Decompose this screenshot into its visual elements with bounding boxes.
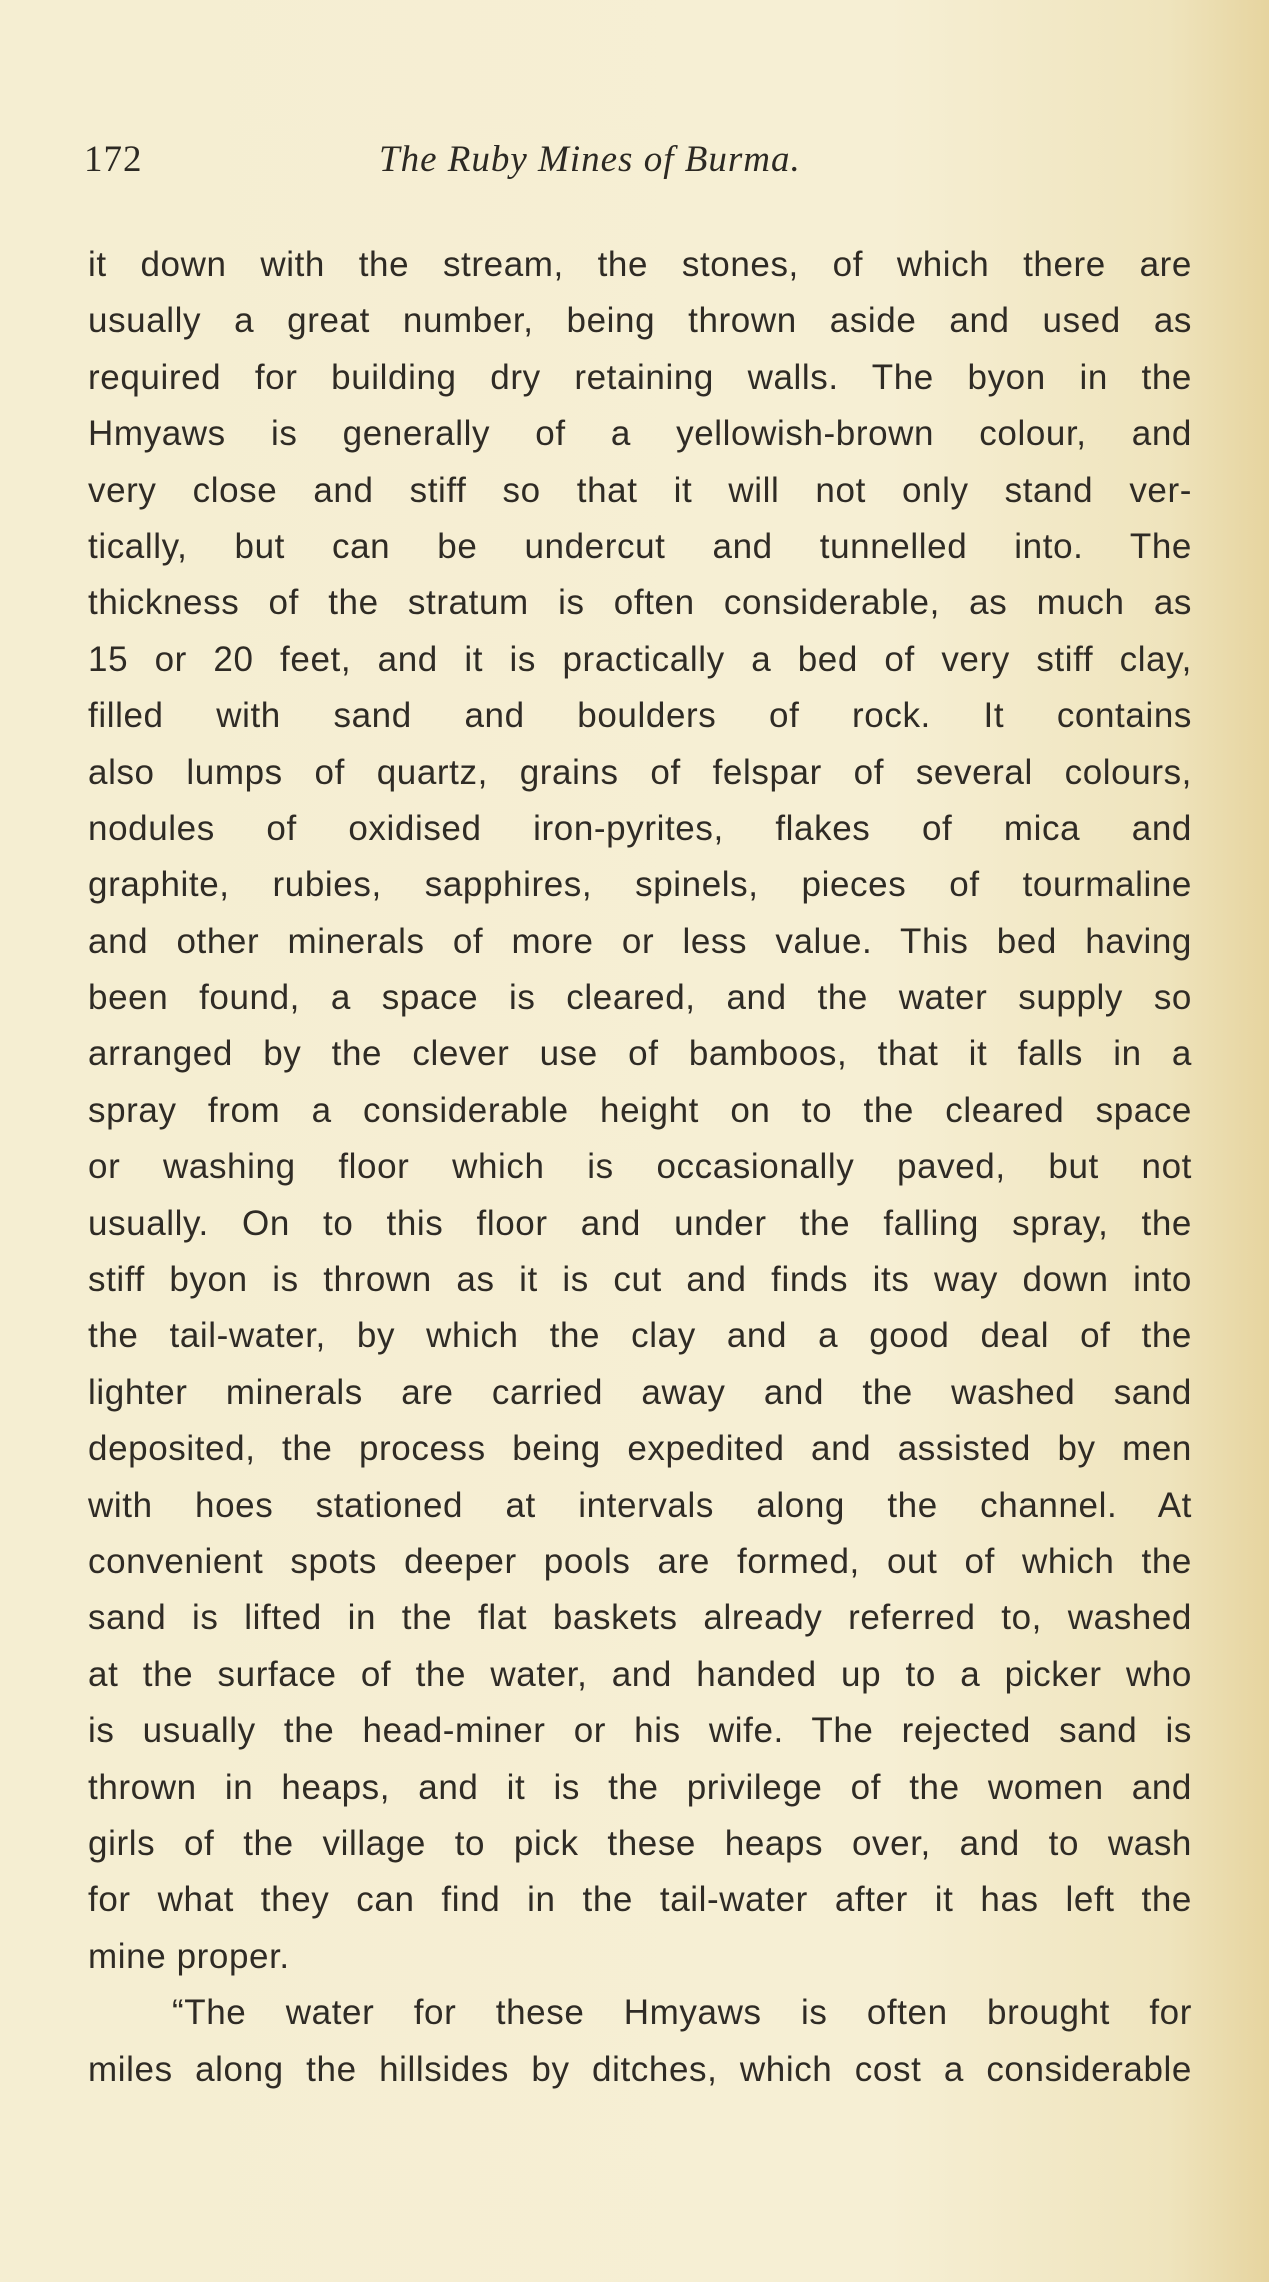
text-line: very close and stiff so that it will not only stand ver- [88,470,1192,510]
text-line: girls of the village to pick these heaps over, and to wash [88,1823,1192,1863]
text-line: thickness of the stratum is often considerable, as much as [88,583,1192,623]
text-line: “The water for these Hmyaws is often brought for [172,1993,1192,2033]
text-line: miles along the hillsides by ditches, which cost a considerable [88,2049,1192,2089]
text-line: deposited, the process being expedited and assisted by men [88,1429,1192,1469]
text-line: and other minerals of more or less value. This bed having [88,921,1192,961]
text-line: is usually the head-miner or his wife. The rejected sand is [88,1711,1192,1751]
text-line: it down with the stream, the stones, of which there are [88,245,1192,284]
text-line: mine proper. [88,1936,290,1976]
text-line: 15 or 20 feet, and it is practically a bed of very stiff clay, [88,639,1192,679]
text-line: convenient spots deeper pools are formed, out of which the [88,1541,1192,1581]
text-line: with hoes stationed at intervals along the channel. At [88,1485,1192,1525]
text-line: arranged by the clever use of bamboos, that it falls in a [88,1034,1192,1074]
text-line: spray from a considerable height on to the cleared space [88,1090,1192,1130]
text-line: graphite, rubies, sapphires, spinels, pieces of tourmaline [88,865,1192,905]
text-line: sand is lifted in the flat baskets already referred to, washed [88,1598,1192,1638]
text-line: usually a great number, being thrown aside and used as [88,301,1192,341]
text-line: at the surface of the water, and handed up to a picker who [88,1654,1192,1694]
page-number: 172 [84,139,143,180]
text-line: lighter minerals are carried away and the washed sand [88,1372,1192,1412]
text-line: been found, a space is cleared, and the water supply so [88,978,1192,1018]
text-line: Hmyaws is generally of a yellowish-brown colour, and [88,414,1192,454]
text-line: also lumps of quartz, grains of felspar of several colours, [88,752,1192,792]
page-header [84,138,1185,198]
text-line: nodules of oxidised iron-pyrites, flakes of mica and [88,808,1192,848]
text-line: or washing floor which is occasionally paved, but not [88,1147,1192,1187]
text-line: the tail-water, by which the clay and a good deal of the [88,1316,1192,1356]
text-line: tically, but can be undercut and tunnelled into. The [88,526,1192,566]
running-title: The Ruby Mines of Burma. [379,139,801,180]
text-line: for what they can find in the tail-water after it has left the [88,1880,1192,1920]
text-line: usually. On to this floor and under the falling spray, the [88,1203,1192,1243]
text-line: filled with sand and boulders of rock. It contains [88,696,1192,736]
text-line: required for building dry retaining walls. The byon in the [88,357,1192,397]
body-text [88,237,1192,2098]
text-line: stiff byon is thrown as it is cut and finds its way down into [88,1260,1192,1300]
text-line: thrown in heaps, and it is the privilege of the women and [88,1767,1192,1807]
